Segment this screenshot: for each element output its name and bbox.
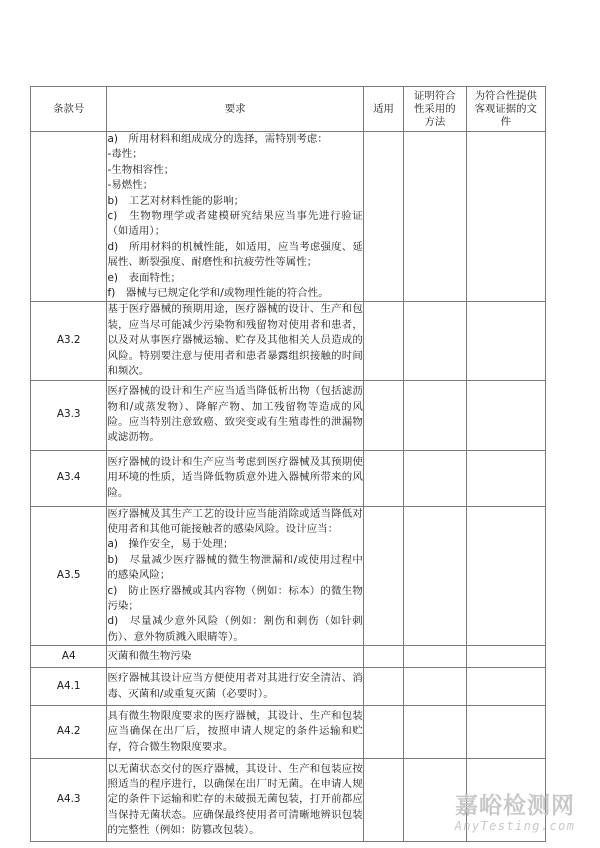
requirement-text — [107, 450, 363, 506]
clause-code: A3.4 — [31, 450, 107, 506]
method-cell[interactable] — [404, 506, 466, 646]
clause-code: A4.1 — [31, 668, 107, 706]
clause-code: A4.3 — [31, 759, 107, 842]
evidence-cell[interactable] — [466, 380, 545, 450]
requirement-line: 基于医疗器械的预期用途，医疗器械的设计、生产和包装，应当尽可能减少污染物和残留物对使用者和患者，以及对从事医疗器械运输、贮存及其他相关人员造成的风险。特别要注意与使用者和患者暴露组织接触的时间和频次。 — [107, 303, 363, 378]
applicable-cell[interactable] — [363, 506, 403, 646]
table-row — [31, 506, 546, 646]
requirement-text — [107, 759, 363, 842]
header-method-line: 方法 — [424, 115, 446, 128]
header-evidence-line: 为符合性提供 — [474, 89, 537, 102]
applicable-cell[interactable] — [363, 668, 403, 706]
requirement-line: 以无菌状态交付的医疗器械，其设计、生产和包装应按照适当的程序进行，以确保在出厂时无菌。在申请人规定的条件下运输和贮存的未破损无菌包装，打开前都应当保持无菌状态。应确保最终使用者可清晰地辨识包装的完整性（例如：防篡改包装）。 — [107, 762, 363, 837]
clause-code — [31, 132, 107, 302]
method-cell[interactable] — [404, 668, 466, 706]
header-evidence-line: 件 — [500, 115, 511, 128]
clause-code: A3.2 — [31, 302, 107, 380]
requirement-line: 医疗器械其设计应当方便使用者对其进行安全清洁、消毒、灭菌和/或重复灭菌（必要时）。 — [107, 672, 363, 700]
requirement-line: 医疗器械及其生产工艺的设计应当能消除或适当降低对使用者和其他可能接触者的感染风险。设计应当： — [107, 507, 363, 535]
watermark-en: AnyTesting.com — [454, 819, 576, 833]
applicable-cell[interactable] — [363, 132, 403, 302]
table-row — [31, 302, 546, 380]
header-method — [404, 87, 466, 132]
requirement-line: b) 尽量减少医疗器械的微生物泄漏和/或使用过程中的感染风险； — [107, 553, 363, 582]
evidence-cell[interactable] — [466, 132, 545, 302]
clause-code: A4 — [31, 646, 107, 668]
clause-code: A3.3 — [31, 380, 107, 450]
requirement-text — [107, 506, 363, 646]
method-cell[interactable] — [404, 706, 466, 759]
requirement-line: 具有微生物限度要求的医疗器械，其设计、生产和包装应当确保在出厂后，按照申请人规定的条件运输和贮存，符合微生物限度要求。 — [107, 710, 363, 753]
evidence-cell[interactable] — [466, 706, 545, 759]
evidence-cell[interactable] — [466, 450, 545, 506]
requirement-line: c) 生物物理学或者建模研究结果应当事先进行验证（如适用）； — [107, 210, 363, 238]
watermark — [440, 793, 590, 833]
header-evidence-line: 客观证据的文 — [474, 102, 537, 115]
header-applicable: 适用 — [363, 87, 403, 132]
header-evidence — [466, 87, 545, 132]
requirement-text — [107, 646, 363, 668]
requirement-line: c) 防止医疗器械或其内容物（例如：标本）的微生物污染； — [107, 584, 363, 612]
table-row — [31, 706, 546, 759]
evidence-cell[interactable] — [466, 302, 545, 380]
method-cell[interactable] — [404, 302, 466, 380]
table-row — [31, 450, 546, 506]
applicable-cell[interactable] — [363, 450, 403, 506]
table-row — [31, 646, 546, 668]
watermark-cn: 嘉峪检测网 — [455, 793, 575, 819]
requirement-text — [107, 706, 363, 759]
header-clause-no: 条款号 — [31, 87, 107, 132]
requirement-line: f) 器械与已规定化学和/或物理性能的符合性。 — [107, 287, 329, 300]
method-cell[interactable] — [404, 132, 466, 302]
applicable-cell[interactable] — [363, 759, 403, 842]
table-row — [31, 132, 546, 302]
requirement-line: -生物相容性； — [107, 163, 175, 176]
requirement-line: a) 所用材料和组成成分的选择，需特别考虑： — [107, 133, 328, 145]
method-cell[interactable] — [404, 380, 466, 450]
clause-code: A4.2 — [31, 706, 107, 759]
requirement-line: 灭菌和微生物污染 — [107, 649, 192, 662]
applicable-cell[interactable] — [363, 706, 403, 759]
requirement-line: a) 操作安全，易于处理； — [107, 538, 234, 551]
table-row — [31, 668, 546, 706]
applicable-cell[interactable] — [363, 380, 403, 450]
evidence-cell[interactable] — [466, 646, 545, 668]
requirement-text — [107, 132, 363, 302]
requirement-text — [107, 380, 363, 450]
requirement-text — [107, 668, 363, 706]
requirement-line: -毒性； — [107, 148, 143, 161]
header-method-line: 性采用的 — [414, 102, 456, 115]
applicable-cell[interactable] — [363, 302, 403, 380]
requirements-table — [30, 86, 546, 842]
table-header-row — [31, 87, 546, 132]
method-cell[interactable] — [404, 646, 466, 668]
method-cell[interactable] — [404, 450, 466, 506]
clause-code: A3.5 — [31, 506, 107, 646]
table-body — [31, 132, 546, 842]
requirement-text — [107, 302, 363, 380]
applicable-cell[interactable] — [363, 646, 403, 668]
evidence-cell[interactable] — [466, 506, 545, 646]
requirement-line: -易燃性； — [107, 179, 154, 192]
requirement-line: 医疗器械的设计和生产应当适当降低析出物（包括滤沥物和/或蒸发物）、降解产物、加工残留物等造成的风险。应当特别注意致癌、致突变或有生殖毒性的泄漏物或滤沥物。 — [107, 385, 363, 444]
header-method-line: 证明符合 — [414, 89, 456, 102]
requirement-line: d) 尽量减少意外风险（例如：割伤和刺伤（如针刺伤）、意外物质溅入眼睛等）。 — [107, 615, 363, 643]
requirement-line: 医疗器械的设计和生产应当考虑到医疗器械及其预期使用环境的性质，适当降低物质意外进入器械所带来的风险。 — [107, 455, 363, 499]
requirement-line: e) 表面特性； — [107, 271, 182, 284]
evidence-cell[interactable] — [466, 668, 545, 706]
table-row — [31, 380, 546, 450]
requirement-line: d) 所用材料的机械性能，如适用，应当考虑强度、延展性、断裂强度、耐磨性和抗疲劳性等属性； — [107, 240, 363, 269]
requirement-line: b) 工艺对材料性能的影响； — [107, 194, 245, 207]
header-requirement: 要求 — [107, 87, 363, 132]
